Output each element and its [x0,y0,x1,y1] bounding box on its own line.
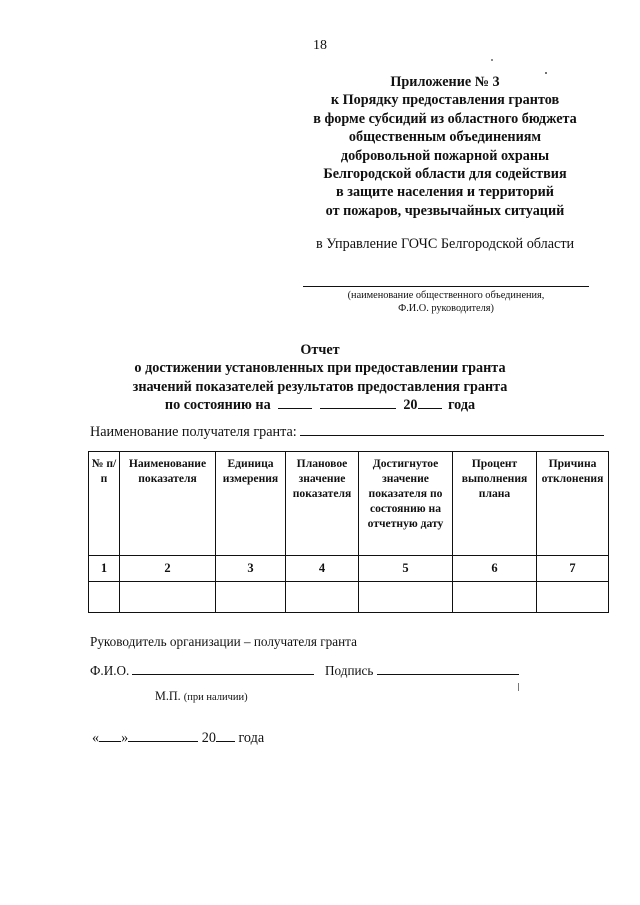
addressee-note-line: Ф.И.О. руководителя) [398,303,494,314]
report-table [88,451,609,613]
table-cell [286,582,359,613]
fio-blank [132,662,314,675]
table-header-row [89,452,609,556]
addressee: в Управление ГОЧС Белгородской области [316,236,575,252]
addressee-note [303,289,589,315]
addressee-fill-line [303,286,589,287]
addressee-note-line: (наименование общественного объединения, [347,290,545,301]
day-blank [278,396,312,409]
recipient-blank [300,423,604,436]
table-header-cell: Достигнутое значение показателя по состоянию на отчетную дату [359,452,453,556]
report-heading: Отчет [300,342,340,358]
table-number-row [89,556,609,582]
month-blank [128,729,198,742]
column-number: 7 [537,556,609,582]
column-number: 4 [286,556,359,582]
year-blank [418,396,442,409]
date-field [92,729,264,747]
column-number: 1 [89,556,120,582]
table-cell [120,582,216,613]
recipient-field [90,423,604,441]
report-date-suffix: года [448,396,476,413]
year-prefix: 20 [403,396,418,413]
stamp-label: М.П. [155,689,181,703]
fio-field [90,662,314,679]
appendix-header [300,73,590,220]
date-suffix: года [238,730,265,746]
column-number: 2 [120,556,216,582]
open-quote: « [92,730,100,746]
stamp-place [155,689,248,704]
table-row [89,582,609,613]
table-header-cell: Плановое значение показателя [286,452,359,556]
month-blank [320,396,396,409]
report-title [0,341,640,414]
table-header-cell: Наименование показателя [120,452,216,556]
year-prefix: 20 [201,730,216,746]
signature-field [325,662,519,679]
day-blank [99,729,121,742]
appendix-line: в форме субсидий из областного бюджета [313,110,577,127]
recipient-label: Наименование получателя гранта: [90,424,297,440]
appendix-line: в защите населения и территорий [336,184,554,201]
table-cell [359,582,453,613]
appendix-line: от пожаров, чрезвычайных ситуаций [325,202,565,219]
table-cell [537,582,609,613]
table-cell [216,582,286,613]
scan-speck [491,59,493,61]
column-number: 5 [359,556,453,582]
table-header-cell: Единица измерения [216,452,286,556]
appendix-line: к Порядку предоставления грантов [330,92,560,109]
report-date-line [0,396,640,414]
signature-label: Подпись [325,663,374,678]
appendix-title: Приложение № 3 [390,74,500,90]
report-date-prefix: по состоянию на [164,396,271,413]
signature-blank [377,662,519,675]
year-blank [216,729,235,742]
scan-speck [518,683,519,691]
column-number: 3 [216,556,286,582]
table-cell [89,582,120,613]
signature-heading: Руководитель организации – получателя гранта [90,634,357,649]
table-header-cell: Причина отклонения [537,452,609,556]
report-subtitle-line: значений показателей результатов предоставления гранта [132,378,508,395]
table-header-cell: № п/п [89,452,120,556]
appendix-line: общественным объединениям [348,129,542,146]
table-header-cell: Процент выполнения плана [453,452,537,556]
column-number: 6 [453,556,537,582]
appendix-line: Белгородской области для содействия [323,166,567,183]
stamp-note: (при наличии) [183,692,248,703]
fio-label: Ф.И.О. [90,663,130,678]
report-subtitle-line: о достижении установленных при предоставлении гранта [134,360,506,377]
table-cell [453,582,537,613]
appendix-line: добровольной пожарной охраны [340,147,550,164]
page-number: 18 [313,38,327,53]
close-quote: » [121,730,129,746]
